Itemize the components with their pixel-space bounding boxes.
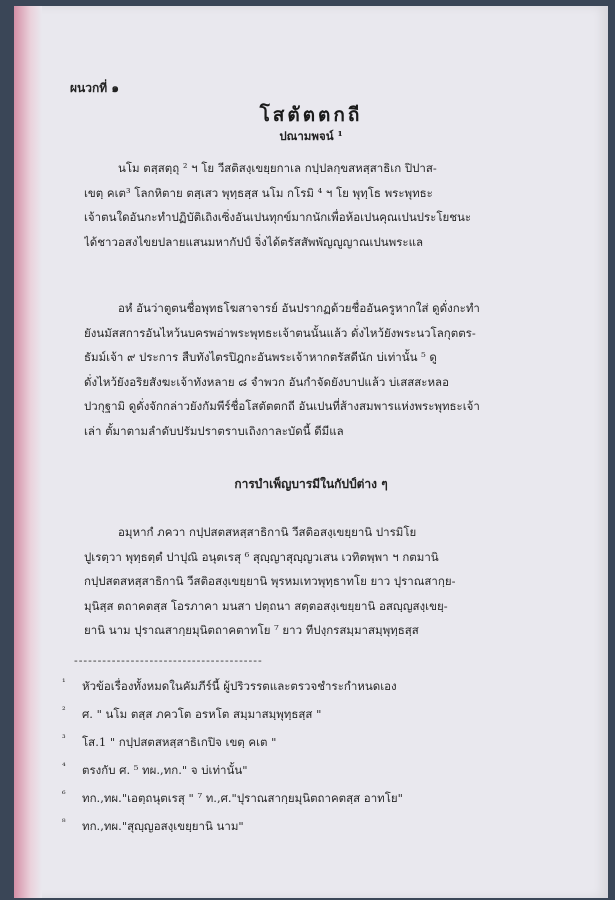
- paragraph-line: ยังนมัสสการอันไหว้นบครพอ่าพระพุทธะเจ้าตนนั้นแล้ว ดั่งไหว้ยังพระนวโลกุตตร-: [84, 325, 476, 340]
- paragraph-line: ยานิ นาม ปุราณสากฺยมุนิตถาคตาทโย ⁷ ยาว ทีปงฺกรสมฺมาสมฺพุทฺธสฺส: [84, 623, 419, 637]
- paragraph-line: มุนิสฺส ตถาคตสฺส โอรภาคา มนสา ปตฺถนา สตฺตอสงฺเขยฺยานิ อสญฺญสงฺเขยฺ-: [84, 598, 448, 613]
- footnote-mark: ²: [62, 706, 66, 717]
- paragraph-line: เขตฺ คเต³ โลกหิตาย ตสฺเสว พุทฺธสฺส นโม กโรมิ ⁴ ฯ โย พุทฺโธ พระพุทธะ: [84, 185, 433, 200]
- paragraph-line: อมุหากํ ภควา กปฺปสตสหสฺสาธิกานิ วีสติอสงฺเขยฺยานิ ปารมิโย: [118, 525, 417, 539]
- footnote-4: [62, 762, 562, 780]
- book-page: [14, 6, 608, 898]
- footnote-6: [62, 818, 562, 836]
- paragraph-line: ธัมม์เจ้า ๙ ประการ สืบทังไตรปิฎกะอันพระเจ้าหากตรัสดีนัก บ่เท่านั้น ⁵ ดู: [84, 350, 437, 364]
- paragraph-line: อหํ อันว่าตูตนชื่อพุทธโฆสาจารย์ อันปรากฏด้วยชื่ออันครูหากใส่ ดูดั่งกะทำ: [118, 301, 480, 315]
- paragraph-line: กปฺปสตสหสฺสาธิกานิ วีสติอสงฺเขยฺยานิ พุรหมเทวพุทฺธาทโย ยาว ปุราณสากฺย-: [84, 574, 456, 588]
- footnote-text: หัวข้อเรื่องทั้งหมดในคัมภีร์นี้ ผู้ปริวรรตและตรวจชำระกำหนดเอง: [82, 679, 397, 693]
- footnote-mark: ⁸: [62, 818, 66, 829]
- paragraph-line: ปวกุฐามิ ดูดั่งจักกล่าวยังกัมพีร์ชื่อโสตัตตกถี อันเปนที่ส้างสมพารแห่งพระพุทธะเจ้า: [84, 399, 480, 413]
- footnote-text: ทก.,ทผ."เอตฺถนุตเรสุ " ⁷ ท.,ศ."ปุราณสากฺยมุนิตถาคตสฺส อาทโย": [82, 791, 403, 805]
- paragraph-line: ดั่งไหว้ยังอริยสังฆะเจ้าทังหลาย ๘ จำพวก อันกำจัดยังบาปแล้ว บ่เสสสะหลอ: [84, 374, 449, 389]
- page-title: โสตัตตกถี: [259, 104, 363, 126]
- paragraph-1: [84, 156, 554, 254]
- footnote-separator: ----------------------------------------: [74, 654, 263, 667]
- paragraph-line: ได้ชาวอสงไขยปลายแสนมหากัปป์ จิ่งได้ตรัสสัพพัญญูญาณเปนพระแล: [84, 234, 424, 249]
- footnote-text: ศ. " นโม ตสฺส ภควโต อรหโต สมฺมาสมฺพุทฺธสฺส ": [82, 707, 322, 721]
- paragraph-line: เล่า ตั้มาตามลำดับปรัมปราตราบเถิงกาละบัดนี้ ดีมีแล: [84, 423, 344, 438]
- footnote-2: [62, 706, 562, 724]
- footnote-mark: ⁶: [62, 790, 66, 801]
- page-subtitle: ปณามพจน์ ¹: [279, 129, 343, 143]
- paragraph-3: [84, 520, 554, 643]
- footnote-mark: ³: [62, 734, 66, 745]
- footnote-text: ตรงกับ ศ. ⁵ ทผ.,ทก." จ บ่เท่านั้น": [82, 763, 248, 777]
- appendix-label: ผนวกที่ ๑: [70, 81, 119, 95]
- footnote-mark: ⁴: [62, 762, 66, 773]
- footnote-5: [62, 790, 562, 808]
- footnote-mark: ¹: [62, 678, 66, 689]
- paragraph-line: นโม ตสฺสตฺถุ ² ฯ โย วีสติสงฺเขยฺยกาเล กปฺปลกฺขสหสฺสาธิเก ปิปาส-: [118, 161, 437, 175]
- paragraph-2: [84, 296, 554, 443]
- paragraph-line: ปูเรตฺวา พุทฺธตฺตํ ปาปุณิ อนุตเรสุ ⁶ สุญฺญาสุญฺญวเสน เวทิตพฺพา ฯ กตมานิ: [84, 549, 439, 564]
- footnote-text: โส.1 " กปฺปสตสหสฺสาธิเกปิจ เขตฺ คเต ": [82, 735, 277, 749]
- footnote-3: [62, 734, 562, 752]
- paragraph-line: เจ้าตนใดอันกะทำปฏิบัติเถิงเซิ่งอันเปนทุกข์มากนักเพื่อห้อเปนคุณเปนประโยชนะ: [84, 210, 472, 224]
- footnote-1: [62, 678, 562, 696]
- footnote-text: ทก.,ทผ."สุญฺญอสงฺเขยฺยานิ นาม": [82, 819, 244, 833]
- section-heading: การบำเพ็ญบารมีในกัปป์ต่าง ๆ: [234, 477, 388, 491]
